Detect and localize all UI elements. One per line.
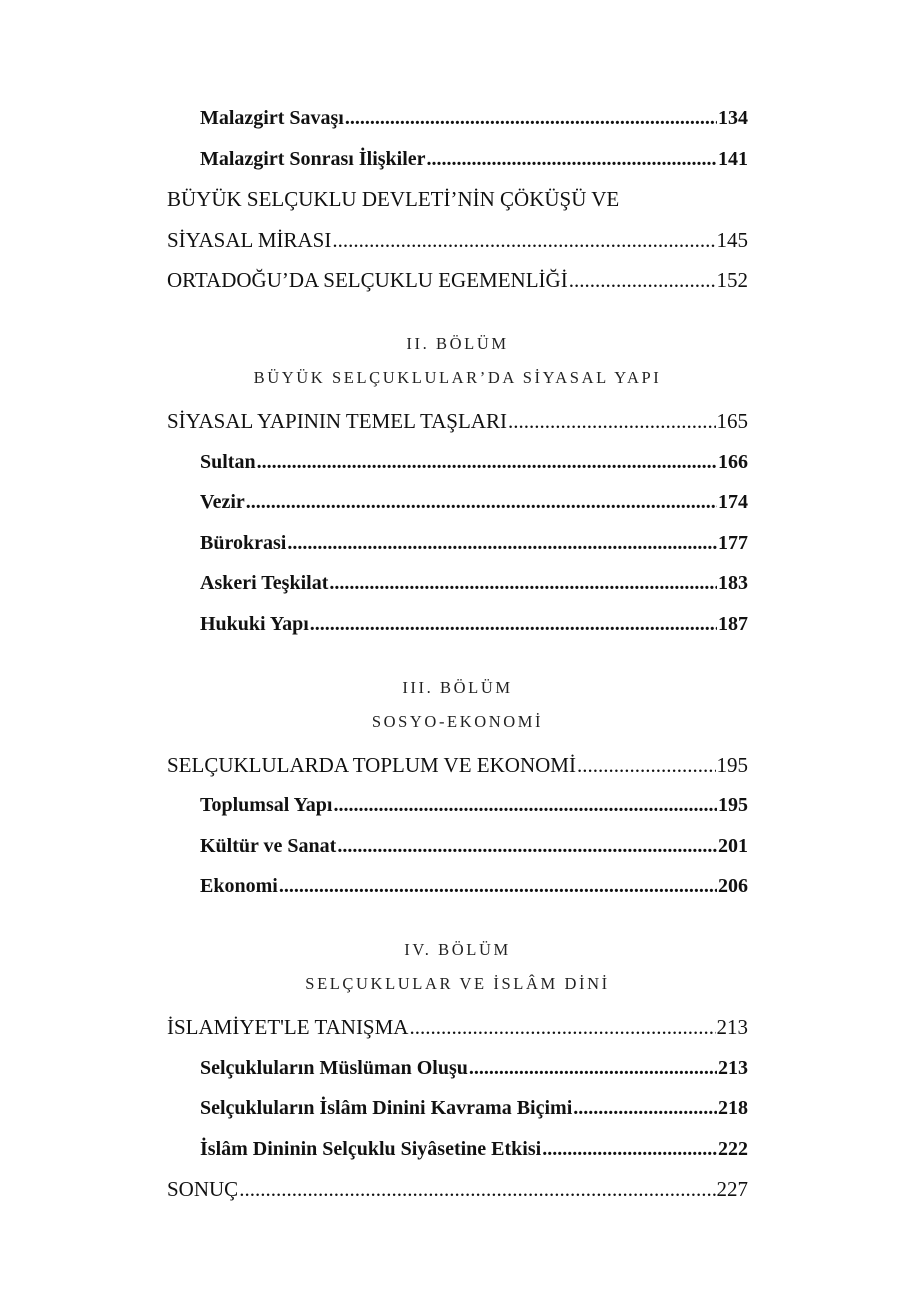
toc-entry-title: Kültür ve Sanat bbox=[200, 834, 337, 857]
toc-entry-title: İslâm Dininin Selçuklu Siyâsetine Etkisi bbox=[200, 1137, 542, 1160]
toc-entry bbox=[167, 1169, 748, 1210]
toc-entry-title: Malazgirt Savaşı bbox=[200, 107, 344, 129]
toc-entry bbox=[167, 1007, 748, 1048]
toc-entry-page: 134 bbox=[718, 107, 748, 129]
toc-entry bbox=[167, 1129, 748, 1170]
toc-entry bbox=[167, 139, 748, 180]
dot-leader bbox=[508, 401, 716, 442]
toc-entry-page: 165 bbox=[716, 408, 748, 433]
part-name: SELÇUKLULAR VE İSLÂM DİNİ bbox=[305, 973, 610, 993]
toc-entry-page: 183 bbox=[718, 572, 748, 595]
toc-entry-title: Ekonomi bbox=[200, 875, 278, 898]
dot-leader bbox=[573, 1088, 717, 1129]
toc-entry-title: BÜYÜK SELÇUKLU DEVLETİ’NİN ÇÖKÜŞÜ VE bbox=[167, 187, 620, 212]
dot-leader bbox=[577, 745, 716, 786]
toc-entry-title: Sultan bbox=[200, 450, 256, 473]
toc-entry-title: Hukuki Yapı bbox=[200, 612, 309, 635]
toc-entry-page: 187 bbox=[718, 612, 748, 635]
toc-entry-title: SELÇUKLULARDA TOPLUM VE EKONOMİ bbox=[167, 752, 576, 777]
toc-entry-page: 174 bbox=[718, 491, 748, 514]
toc-entry-page: 222 bbox=[718, 1137, 748, 1160]
toc-entry bbox=[167, 785, 748, 826]
dot-leader bbox=[279, 866, 717, 907]
toc-entry-title: SİYASAL YAPININ TEMEL TAŞLARI bbox=[167, 408, 507, 433]
part-label: II. BÖLÜM bbox=[406, 333, 509, 353]
toc-entry-page: 227 bbox=[716, 1177, 748, 1202]
dot-leader bbox=[337, 826, 717, 867]
dot-leader bbox=[332, 220, 715, 261]
toc-entry-page: 145 bbox=[716, 227, 748, 252]
dot-leader bbox=[333, 785, 717, 826]
toc-entry-title: Malazgirt Sonrası İlişkiler bbox=[200, 147, 426, 170]
dot-leader bbox=[287, 523, 717, 564]
toc-entry-title: SİYASAL MİRASI bbox=[167, 227, 332, 252]
toc-entry-page: 166 bbox=[718, 450, 748, 473]
toc-entry-page: 218 bbox=[718, 1097, 748, 1120]
part-label: III. BÖLÜM bbox=[402, 677, 513, 697]
dot-leader bbox=[239, 1169, 715, 1210]
part-name: BÜYÜK SELÇUKLULAR’DA SİYASAL YAPI bbox=[253, 367, 662, 387]
toc-entry-title: ORTADOĞU’DA SELÇUKLU EGEMENLİĞİ bbox=[167, 268, 568, 293]
dot-leader bbox=[427, 139, 717, 180]
dot-leader bbox=[329, 563, 717, 604]
dot-leader bbox=[469, 1048, 717, 1089]
toc-entry bbox=[167, 220, 748, 261]
toc-entry-page: 195 bbox=[718, 794, 748, 817]
dot-leader bbox=[310, 604, 717, 645]
toc-entry bbox=[167, 563, 748, 604]
toc-entry bbox=[167, 745, 748, 786]
toc-entry bbox=[167, 260, 748, 301]
toc-entry-page: 206 bbox=[718, 875, 748, 898]
toc-chapter-title-line bbox=[167, 179, 748, 220]
toc-entry-title: Askeri Teşkilat bbox=[200, 572, 329, 595]
toc-entry-page: 213 bbox=[718, 1056, 748, 1079]
dot-leader bbox=[257, 442, 717, 483]
toc-entry-title: İSLAMİYET'LE TANIŞMA bbox=[167, 1014, 409, 1039]
dot-leader bbox=[569, 260, 716, 301]
toc-entry bbox=[167, 401, 748, 442]
toc-entry bbox=[167, 98, 748, 139]
toc-entry-page: 213 bbox=[716, 1014, 748, 1039]
toc-entry bbox=[167, 1048, 748, 1089]
toc-entry-title: Bürokrasi bbox=[200, 531, 287, 554]
toc-entry-page: 177 bbox=[718, 531, 748, 554]
table-of-contents bbox=[167, 98, 748, 1210]
toc-entry-page: 195 bbox=[716, 752, 748, 777]
dot-leader bbox=[246, 482, 717, 523]
toc-entry bbox=[167, 1088, 748, 1129]
toc-entry-title: Selçukluların Müslüman Oluşu bbox=[200, 1056, 468, 1079]
toc-entry bbox=[167, 523, 748, 564]
toc-entry-title: Vezir bbox=[200, 491, 245, 514]
toc-entry bbox=[167, 866, 748, 907]
dot-leader bbox=[409, 1007, 715, 1048]
toc-entry-title: SONUÇ bbox=[167, 1177, 239, 1202]
toc-entry bbox=[167, 442, 748, 483]
part-name: SOSYO-EKONOMİ bbox=[371, 711, 544, 731]
toc-entry-page: 141 bbox=[718, 147, 748, 170]
toc-entry-page: 152 bbox=[716, 268, 748, 293]
part-label: IV. BÖLÜM bbox=[404, 939, 511, 959]
toc-entry bbox=[167, 826, 748, 867]
toc-entry bbox=[167, 604, 748, 645]
toc-entry bbox=[167, 482, 748, 523]
dot-leader bbox=[345, 98, 717, 139]
dot-leader bbox=[542, 1129, 717, 1170]
toc-entry-page: 201 bbox=[718, 834, 748, 857]
toc-entry-title: Toplumsal Yapı bbox=[200, 794, 333, 817]
toc-entry-title: Selçukluların İslâm Dinini Kavrama Biçimi bbox=[200, 1097, 573, 1120]
